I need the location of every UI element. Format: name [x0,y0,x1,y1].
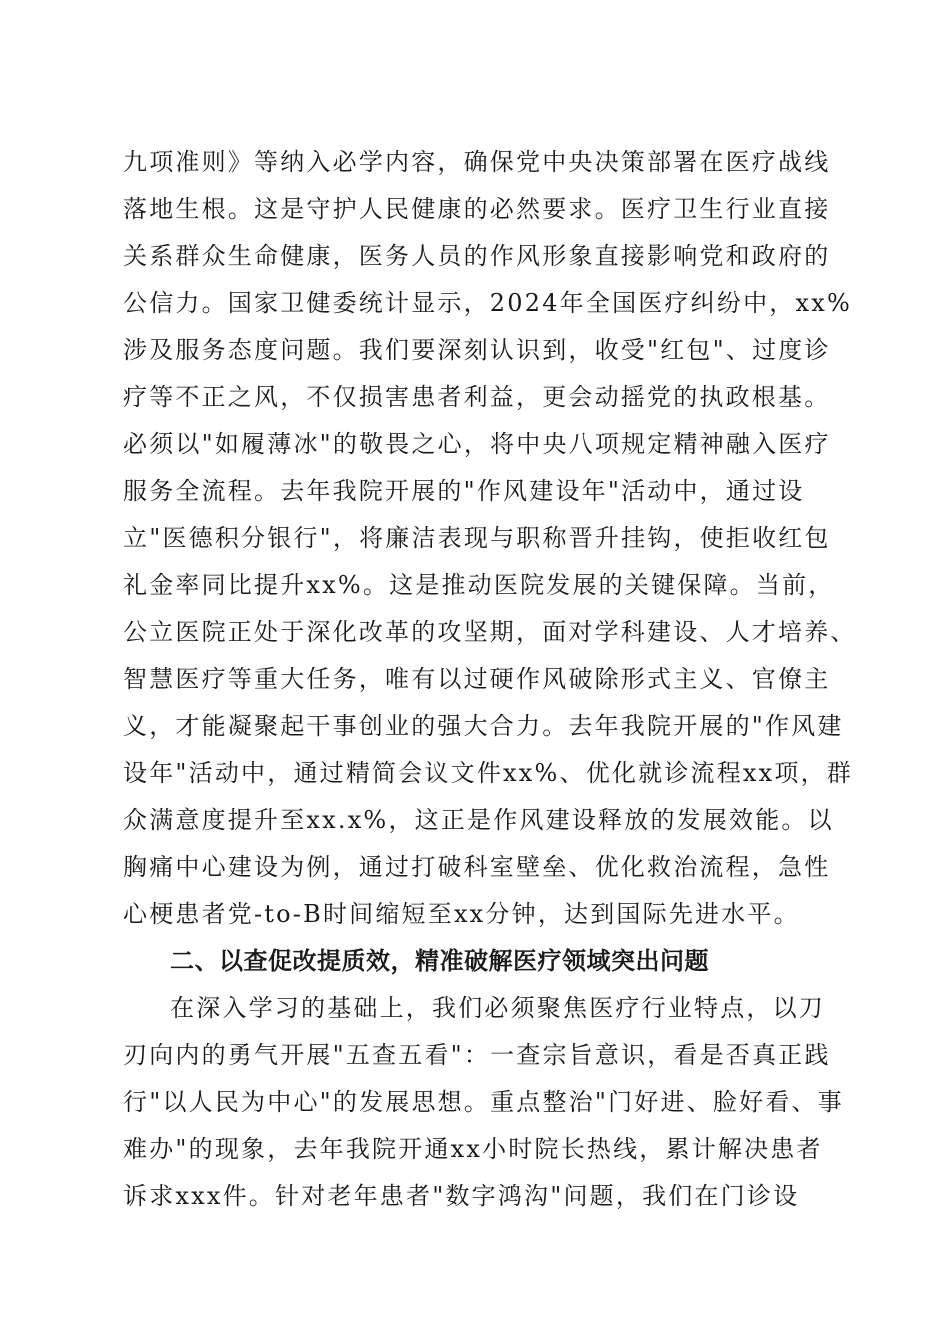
text-line: 服务全流程。去年我院开展的"作风建设年"活动中，通过设 [123,477,805,505]
section-heading: 二、以查促改提质效，精准破解医疗领域突出问题 [170,947,709,975]
text-line: 行"以人民为中心"的发展思想。重点整治"门好进、脸好看、事 [123,1088,844,1116]
text-line: 诉求xxx件。针对老年患者"数字鸿沟"问题，我们在门诊设 [123,1182,800,1210]
text-line: 刃向内的勇气开展"五查五看"：一查宗旨意识，看是否真正践 [123,1041,831,1069]
text-line: 涉及服务态度问题。我们要深刻认识到，收受"红包"、过度诊 [123,336,831,364]
text-line: 公立医院正处于深化改革的攻坚期，面对学科建设、人才培养、 [123,618,857,646]
text-line: 心梗患者党-to-B时间缩短至xx分钟，达到国际先进水平。 [123,900,800,928]
text-line: 智慧医疗等重大任务，唯有以过硬作风破除形式主义、官僚主 [123,665,831,693]
text-line: 礼金率同比提升xx%。这是推动医院发展的关键保障。当前， [123,571,835,599]
text-line: 疗等不正之风，不仅损害患者利益，更会动摇党的执政根基。 [123,383,831,411]
text-line: 在深入学习的基础上，我们必须聚焦医疗行业特点，以刀 [170,994,825,1022]
text-line: 关系群众生命健康，医务人员的作风形象直接影响党和政府的 [123,242,831,270]
text-line: 众满意度提升至xx.x%，这正是作风建设释放的发展效能。以 [123,806,834,834]
text-line: 公信力。国家卫健委统计显示，2024年全国医疗纠纷中，xx% [123,289,852,317]
text-line: 义，才能凝聚起干事创业的强大合力。去年我院开展的"作风建 [123,712,844,740]
text-line: 难办"的现象，去年我院开通xx小时院长热线，累计解决患者 [123,1135,823,1163]
text-line: 立"医德积分银行"，将廉洁表现与职称晋升挂钩，使拒收红包 [123,524,831,552]
text-line: 九项准则》等纳入必学内容，确保党中央决策部署在医疗战线 [123,148,831,176]
text-line: 必须以"如履薄冰"的敬畏之心，将中央八项规定精神融入医疗 [123,430,831,458]
text-line: 设年"活动中，通过精简会议文件xx%、优化就诊流程xx项，群 [123,759,853,787]
text-line: 胸痛中心建设为例，通过打破科室壁垒、优化救治流程，急性 [123,853,831,881]
text-line: 落地生根。这是守护人民健康的必然要求。医疗卫生行业直接 [123,195,831,223]
